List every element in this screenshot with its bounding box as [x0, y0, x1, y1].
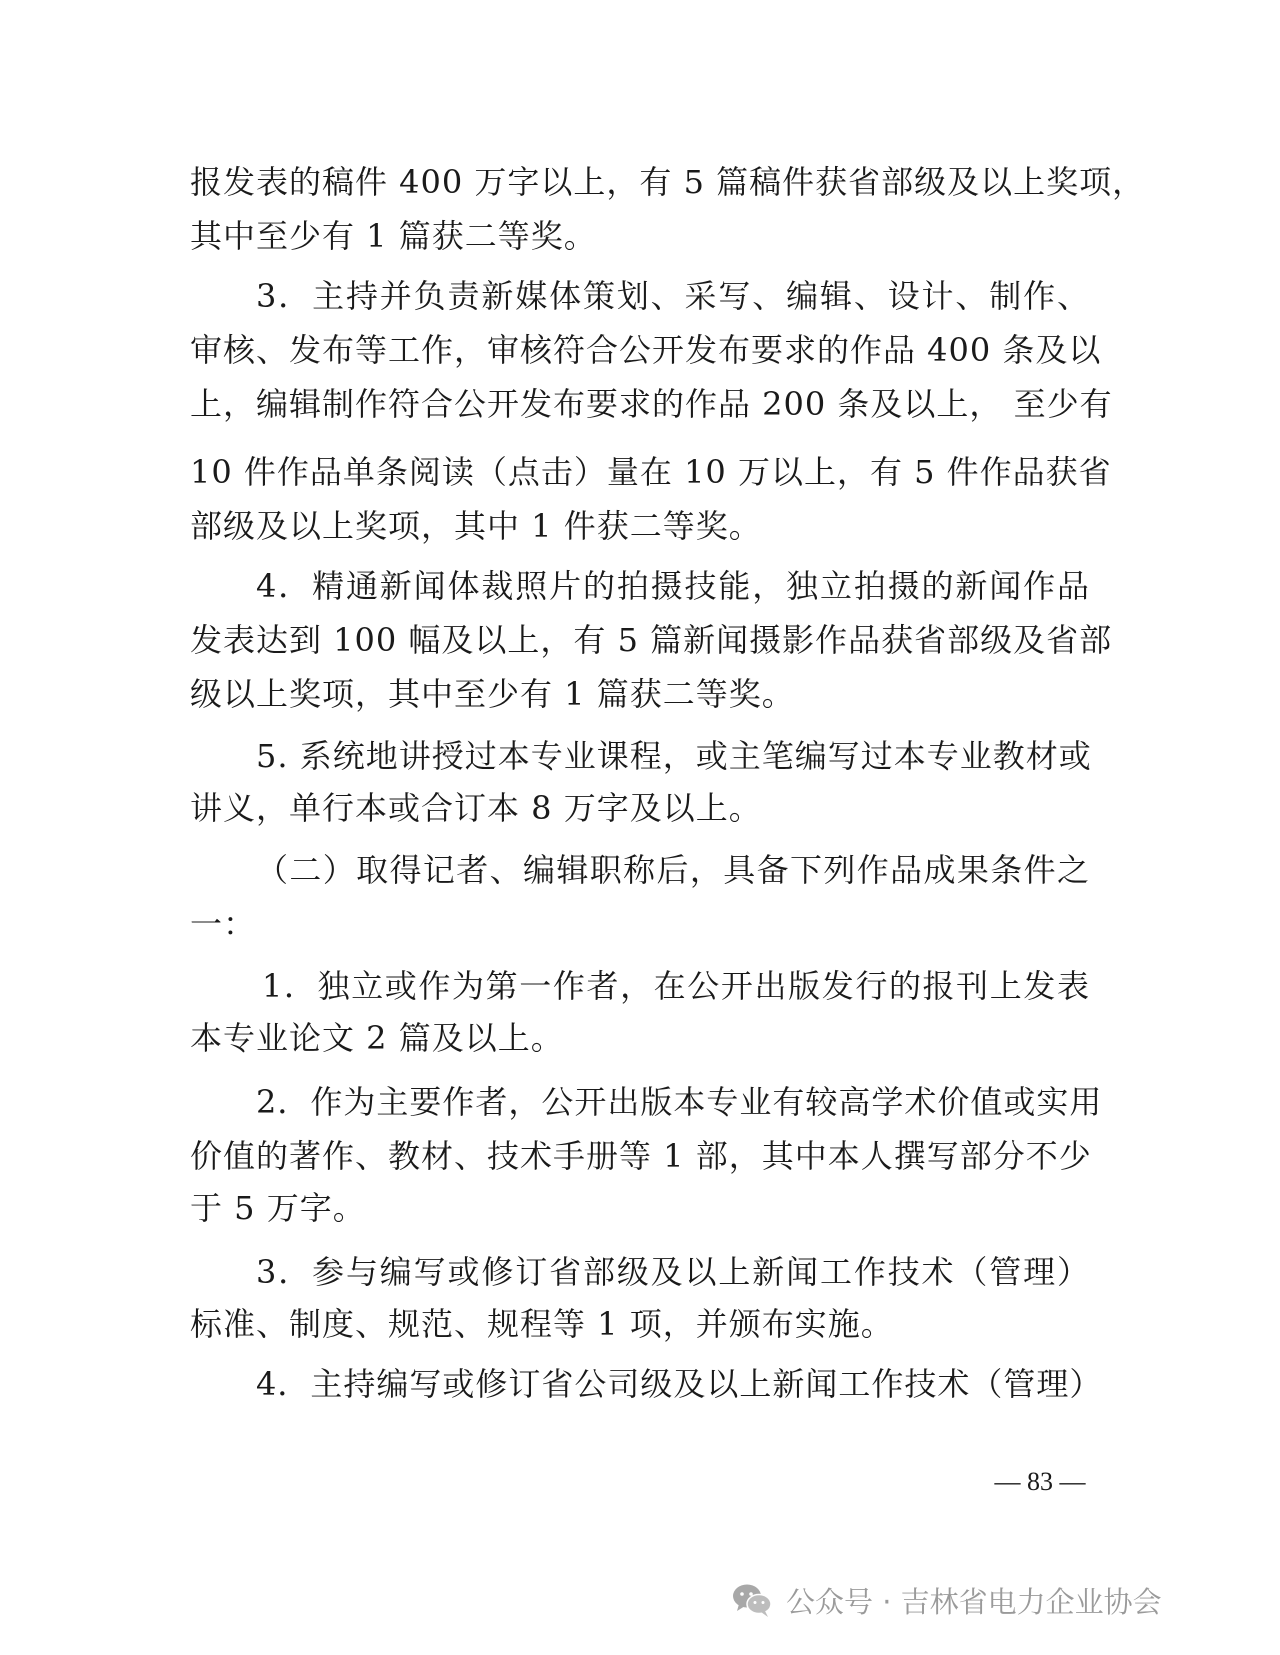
paragraph-line: 本专业论文 2 篇及以上。 — [190, 1019, 564, 1057]
page-number: — 83 — — [994, 1467, 1086, 1496]
paragraph-line: 部级及以上奖项，其中 1 件获二等奖。 — [190, 507, 762, 545]
paragraph-line: 4．精通新闻体裁照片的拍摄技能，独立拍摄的新闻作品 — [256, 567, 1090, 605]
paragraph-line: 于 5 万字。 — [190, 1189, 366, 1227]
paragraph-line: 审核、发布等工作，审核符合公开发布要求的作品 400 条及以 — [190, 331, 1102, 369]
paragraph-line: 10 件作品单条阅读（点击）量在 10 万以上，有 5 件作品获省 — [190, 453, 1112, 491]
section-heading-line: 一： — [190, 905, 257, 943]
paragraph-line: 价值的著作、教材、技术手册等 1 部，其中本人撰写部分不少 — [190, 1137, 1092, 1175]
wechat-icon — [730, 1580, 774, 1620]
watermark-text: 公众号 · 吉林省电力企业协会 — [786, 1584, 1162, 1619]
paragraph-line: 其中至少有 1 篇获二等奖。 — [190, 217, 597, 255]
paragraph-line: 标准、制度、规范、规程等 1 项，并颁布实施。 — [190, 1305, 894, 1343]
paragraph-line: 报发表的稿件 400 万字以上，有 5 篇稿件获省部级及以上奖项， — [190, 163, 1146, 201]
paragraph-line: 3．参与编写或修订省部级及以上新闻工作技术（管理） — [256, 1253, 1090, 1291]
paragraph-line: 级以上奖项，其中至少有 1 篇获二等奖。 — [190, 675, 795, 713]
wechat-watermark — [730, 1576, 1162, 1624]
paragraph-line: 讲义，单行本或合订本 8 万字及以上。 — [190, 789, 762, 827]
section-heading-line: （二）取得记者、编辑职称后，具备下列作品成果条件之 — [256, 851, 1090, 889]
paragraph-line: 发表达到 100 幅及以上，有 5 篇新闻摄影作品获省部级及省部 — [190, 621, 1113, 659]
paragraph-line: 1．独立或作为第一作者，在公开出版发行的报刊上发表 — [262, 967, 1090, 1005]
paragraph-line: 2．作为主要作者，公开出版本专业有较高学术价值或实用 — [256, 1083, 1103, 1121]
paragraph-line: 4．主持编写或修订省公司级及以上新闻工作技术（管理） — [256, 1365, 1103, 1403]
paragraph-line: 3．主持并负责新媒体策划、采写、编辑、设计、制作、 — [256, 277, 1090, 315]
paragraph-line: 上，编辑制作符合公开发布要求的作品 200 条及以上， 至少有 — [190, 385, 1113, 423]
paragraph-line: 5. 系统地讲授过本专业课程，或主笔编写过本专业教材或 — [256, 737, 1092, 775]
